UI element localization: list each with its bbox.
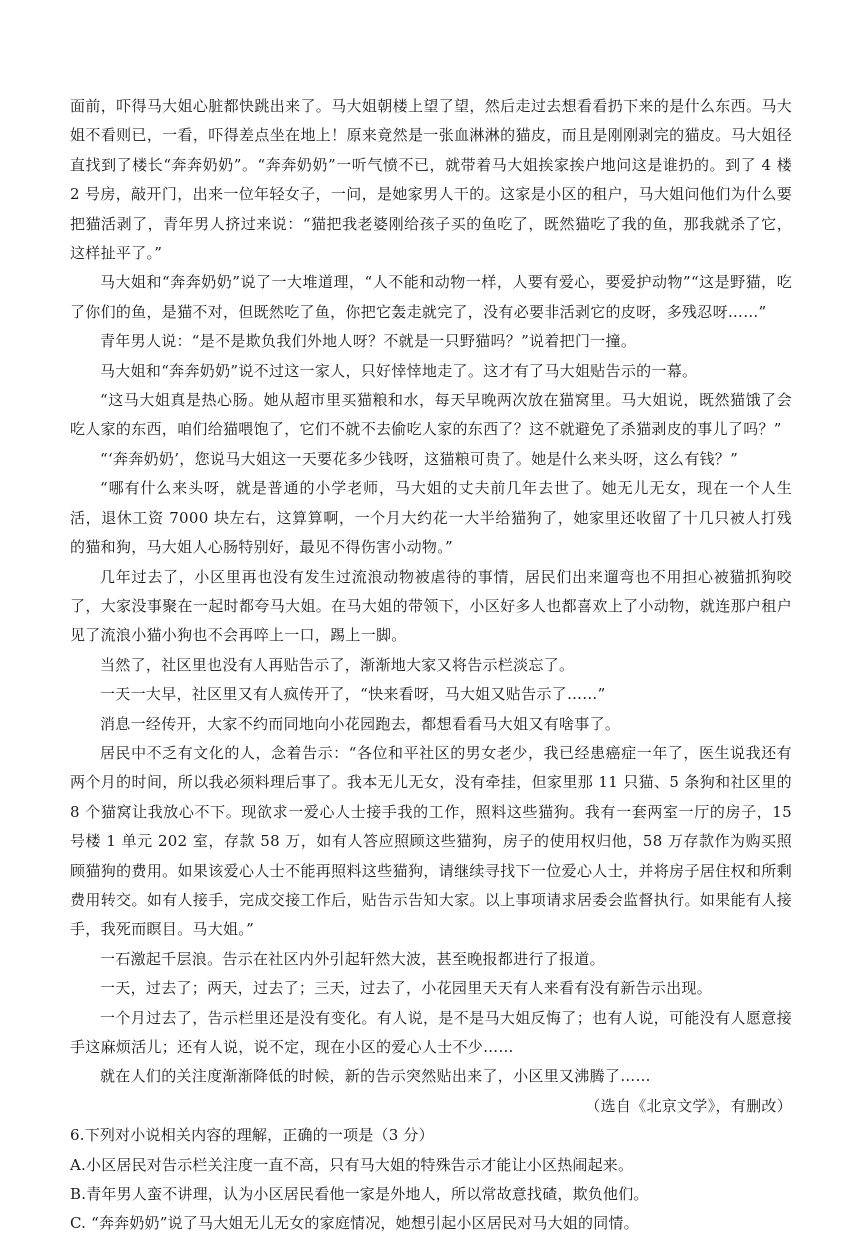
- story-text: [70, 92, 792, 1092]
- answer-option-a[interactable]: A.小区居民对告示栏关注度一直不高，只有马大姐的特殊告示才能让小区热闹起来。: [70, 1155, 634, 1174]
- story-paragraph: 居民中不乏有文化的人，念着告示：“各位和平社区的男女老少，我已经患癌症一年了，医生说我还有两个月的时间，所以我必须料理后事了。我本无儿无女，没有牵挂，但家里那 11 只猫、5 条狗和社区里的 8 个猫窝让我放心不下。现欲求一爱心人士接手我的工作，照料这些猫狗。我有一套两室一厅的房子，15 号楼 1 单元 202 室，存款 58 万，如有人答应照顾这些猫狗，房子的使用权归他，58 万存款作为购买照顾猫狗的费用。如果该爱心人士不能再照料这些猫狗，请继续寻找下一位爱心人士，并将房子居住权和所剩费用转交。如有人接手，完成交接工作后，贴告示告知大家。以上事项请求居委会监督执行。如果能有人接手，我死而瞑目。马大姐。”: [70, 743, 792, 939]
- question-block: [70, 1121, 792, 1239]
- exam-page: [70, 92, 792, 1239]
- story-paragraph: 一石激起千层浪。告示在社区内外引起轩然大波，甚至晚报都进行了报道。: [100, 949, 605, 968]
- story-paragraph: 一个月过去了，告示栏里还是没有变化。有人说，是不是马大姐反悔了；也有人说，可能没有人愿意接手这麻烦活儿；还有人说，说不定，现在小区的爱心人士不少……: [70, 1008, 792, 1056]
- question-stem: 6.下列对小说相关内容的理解，正确的一项是（3 分）: [70, 1126, 434, 1145]
- story-paragraph: 当然了，社区里也没有人再贴告示了，渐渐地大家又将告示栏淡忘了。: [100, 655, 575, 674]
- story-paragraph: “哪有什么来头呀，就是普通的小学老师，马大姐的丈夫前几年去世了。她无儿无女，现在一个人生活，退休工资 7000 块左右，这算算啊，一个月大约花一大半给猫狗了，她家里还收留了十几只被人打残的猫和狗，马大姐人心肠特别好，最见不得伤害小动物。”: [70, 479, 792, 557]
- answer-option-c[interactable]: C. “奔奔奶奶”说了马大姐无儿无女的家庭情况，她想引起小区居民对马大姐的同情。: [70, 1214, 639, 1233]
- story-paragraph: “这马大姐真是热心肠。她从超市里买猫粮和水，每天早晚两次放在猫窝里。马大姐说，既然猫饿了会吃人家的东西，咱们给猫喂饱了，它们不就不去偷吃人家的东西了？这不就避免了杀猫剥皮的事儿了吗？”: [70, 391, 792, 439]
- story-paragraph: 马大姐和“奔奔奶奶”说了一大堆道理，“人不能和动物一样，人要有爱心，要爱护动物”“这是野猫，吃了你们的鱼，是猫不对，但既然吃了鱼，你把它轰走就完了，没有必要非活剥它的皮呀，多残忍呀……”: [70, 273, 792, 321]
- story-paragraph: 消息一经传开，大家不约而同地向小花园跑去，都想看看马大姐又有啥事了。: [100, 714, 621, 733]
- story-paragraph: 一天，过去了；两天，过去了；三天，过去了，小花园里天天有人来看有没有新告示出现。: [100, 979, 713, 998]
- story-paragraph: 青年男人说：“是不是欺负我们外地人呀？不就是一只野猫吗？”说着把门一撞。: [100, 332, 637, 351]
- story-paragraph: 一天一大早，社区里又有人疯传开了，“快来看呀，马大姐又贴告示了……”: [100, 685, 606, 704]
- story-paragraph: “‘奔奔奶奶’，您说马大姐这一天要花多少钱呀，这猫粮可贵了。她是什么来头呀，这么有钱？”: [100, 449, 739, 468]
- answer-option-b[interactable]: B.青年男人蛮不讲理，认为小区居民看他一家是外地人，所以常故意找碴，欺负他们。: [70, 1185, 649, 1204]
- story-paragraph: 几年过去了，小区里再也没有发生过流浪动物被虐待的事情，居民们出来遛弯也不用担心被猫抓狗咬了，大家没事聚在一起时都夸马大姐。在马大姐的带领下，小区好多人也都喜欢上了小动物，就连那户租户见了流浪小猫小狗也不会再啐上一口，踢上一脚。: [70, 567, 792, 645]
- story-paragraph: 面前，吓得马大姐心脏都快跳出来了。马大姐朝楼上望了望，然后走过去想看看扔下来的是什么东西。马大姐不看则已，一看，吓得差点坐在地上！原来竟然是一张血淋淋的猫皮，而且是刚刚剥完的猫皮。马大姐径直找到了楼长“奔奔奶奶”。“奔奔奶奶”一听气愤不已，就带着马大姐挨家挨户地问这是谁扔的。到了 4 楼 2 号房，敲开门，出来一位年轻女子，一问，是她家男人干的。这家是小区的租户，马大姐问他们为什么要把猫活剥了，青年男人挤过来说：“猫把我老婆刚给孩子买的鱼吃了，既然猫吃了我的鱼，那我就杀了它，这样扯平了。”: [70, 97, 792, 263]
- source-citation: （选自《北京文学》，有删改）: [585, 1096, 792, 1115]
- story-paragraph: 马大姐和“奔奔奶奶”说不过这一家人，只好悻悻地走了。这才有了马大姐贴告示的一幕。: [100, 361, 698, 380]
- story-paragraph: 就在人们的关注度渐渐降低的时候，新的告示突然贴出来了，小区里又沸腾了……: [100, 1067, 651, 1086]
